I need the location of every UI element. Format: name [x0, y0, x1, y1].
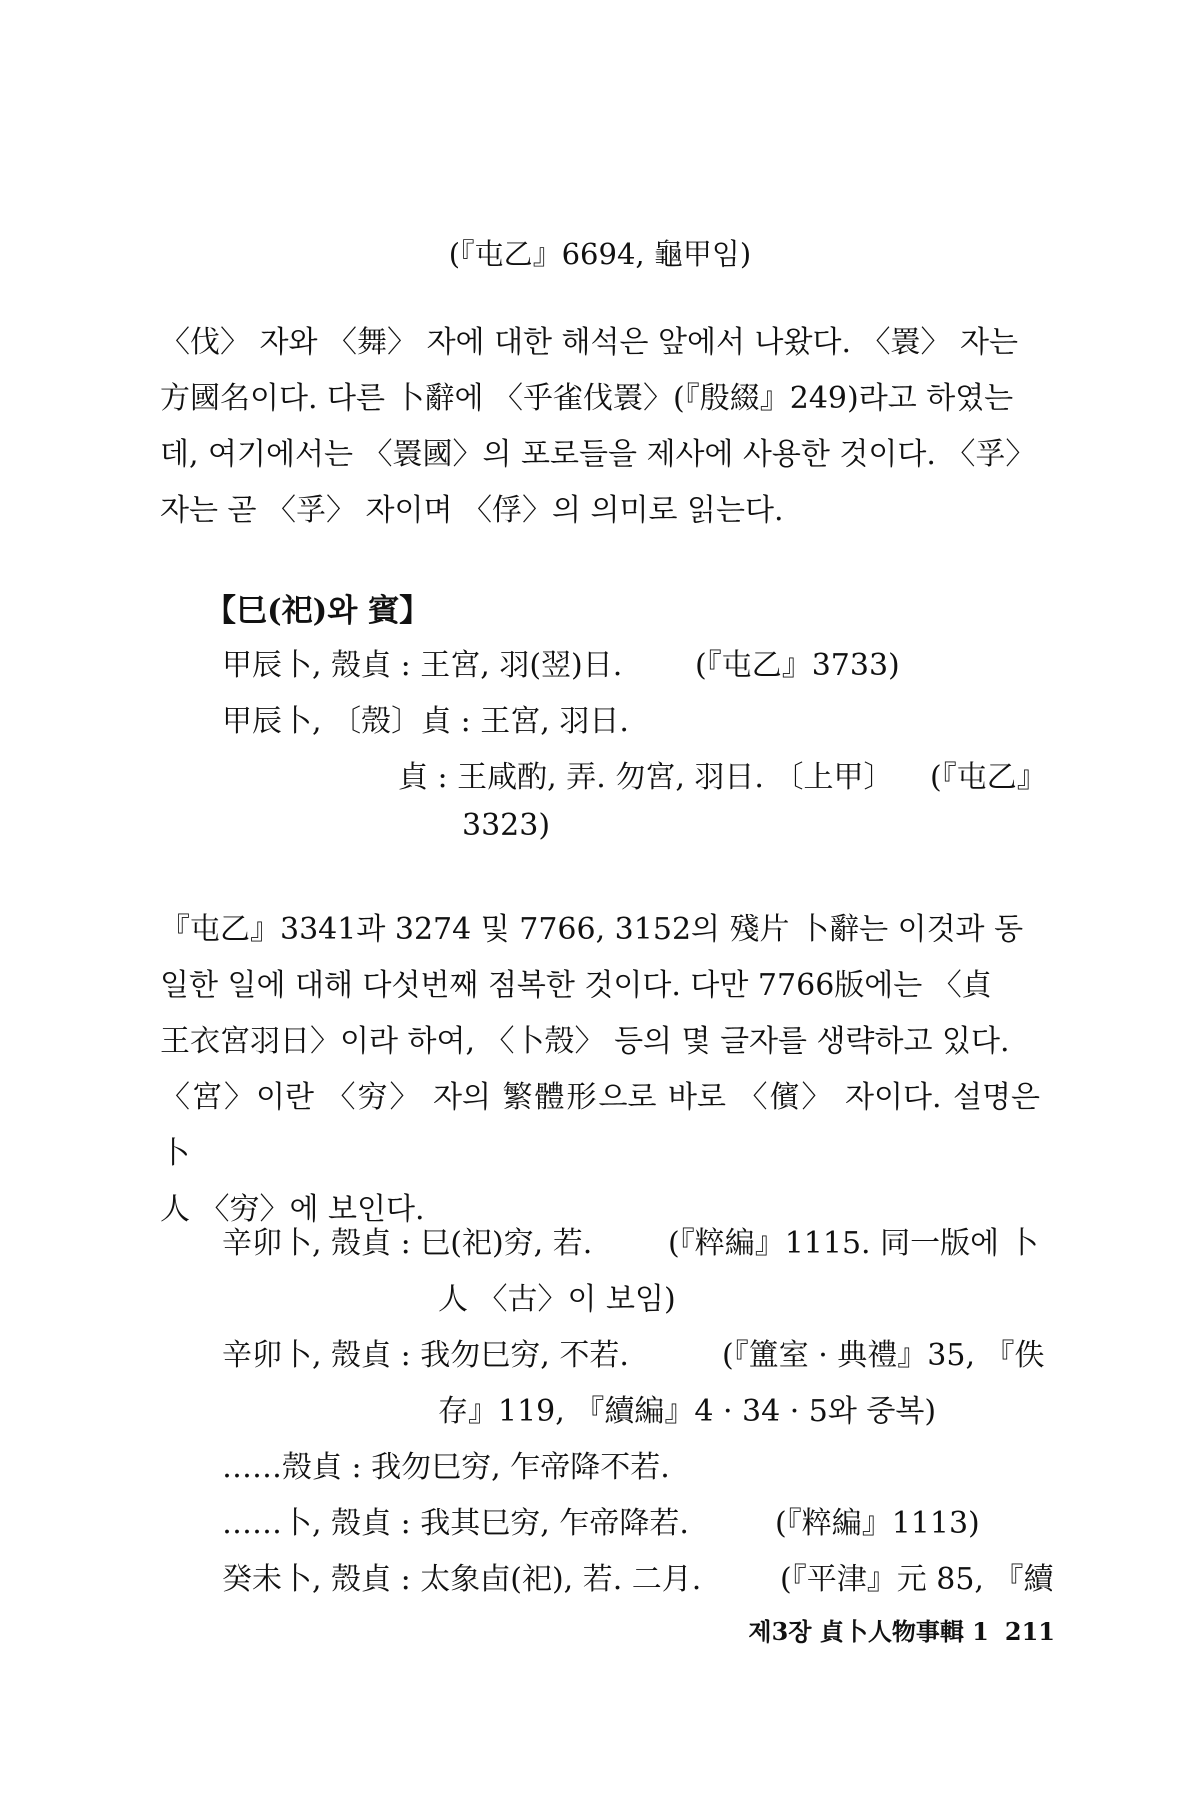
paragraph-1-line: 〈伐〉 자와 〈舞〉 자에 대한 해석은 앞에서 나왔다. 〈瞏〉 자는	[160, 325, 1019, 360]
paragraph-1	[160, 315, 1040, 539]
citation: (『粹編』1113)	[775, 1506, 980, 1541]
inscription-line: 甲辰卜, 殼貞 : 王宮, 羽(翌)日.	[222, 648, 623, 683]
paragraph-2-line: 일한 일에 대해 다섯번째 점복한 것이다. 다만 7766版에는 〈貞	[160, 968, 992, 1003]
figure-caption: (『屯乙』6694, 龜甲임)	[448, 237, 752, 271]
citation: (『粹編』1115. 同一版에 卜	[668, 1226, 1039, 1261]
citation-continuation: 人 〈古〉이 보임)	[438, 1282, 676, 1317]
paragraph-2-line: 『屯乙』3341과 3274 및 7766, 3152의 殘片 卜辭는 이것과 동	[160, 912, 1024, 947]
inscription-line: 貞 : 王咸酌, 弄. 勿宮, 羽日. 〔上甲〕	[398, 760, 894, 795]
paragraph-1-line: 데, 여기에서는 〈瞏國〉의 포로들을 제사에 사용한 것이다. 〈孚〉	[160, 437, 1036, 472]
paragraph-1-line: 方國名이다. 다른 卜辭에 〈乎雀伐瞏〉(『殷綴』249)라고 하였는	[160, 381, 1014, 416]
citation-continuation: 3323)	[462, 808, 551, 843]
inscription-line: 癸未卜, 殼貞 : 太象卣(祀), 若. 二月.	[222, 1562, 702, 1597]
section-heading: 【巳(祀)와 賓】	[205, 593, 431, 629]
paragraph-2	[160, 902, 1040, 1238]
page-footer	[748, 1612, 1055, 1647]
inscription-line: 辛卯卜, 殼貞 : 巳(祀)穷, 若.	[222, 1226, 593, 1261]
citation: (『屯乙』3733)	[695, 648, 900, 683]
inscription-line: ……殼貞 : 我勿巳穷, 乍帝降不若.	[222, 1450, 670, 1485]
page-number: 211	[1004, 1617, 1055, 1646]
paragraph-2-line: 人 〈穷〉에 보인다.	[160, 1192, 425, 1227]
citation-continuation: 存』119, 『續編』4 · 34 · 5와 중복)	[438, 1394, 937, 1429]
paragraph-1-line: 자는 곧 〈孚〉 자이며 〈俘〉의 의미로 읽는다.	[160, 493, 784, 528]
paragraph-2-line: 〈宮〉이란 〈穷〉 자의 繁體形으로 바로 〈儐〉 자이다. 설명은 卜	[160, 1080, 1040, 1171]
inscription-line: ……卜, 殼貞 : 我其巳穷, 乍帝降若.	[222, 1506, 689, 1541]
citation: (『簠室 · 典禮』35, 『佚	[722, 1338, 1045, 1373]
inscription-line: 辛卯卜, 殼貞 : 我勿巳穷, 不若.	[222, 1338, 629, 1373]
paragraph-2-line: 王衣宮羽日〉이라 하여, 〈卜殼〉 등의 몇 글자를 생략하고 있다.	[160, 1024, 1010, 1059]
citation: (『屯乙』	[930, 760, 1047, 795]
inscription-line: 甲辰卜, 〔殼〕貞 : 王宮, 羽日.	[222, 704, 629, 739]
citation: (『平津』元 85, 『續	[780, 1562, 1054, 1597]
running-header: 제3장 貞卜人物事輯 1	[748, 1617, 989, 1646]
